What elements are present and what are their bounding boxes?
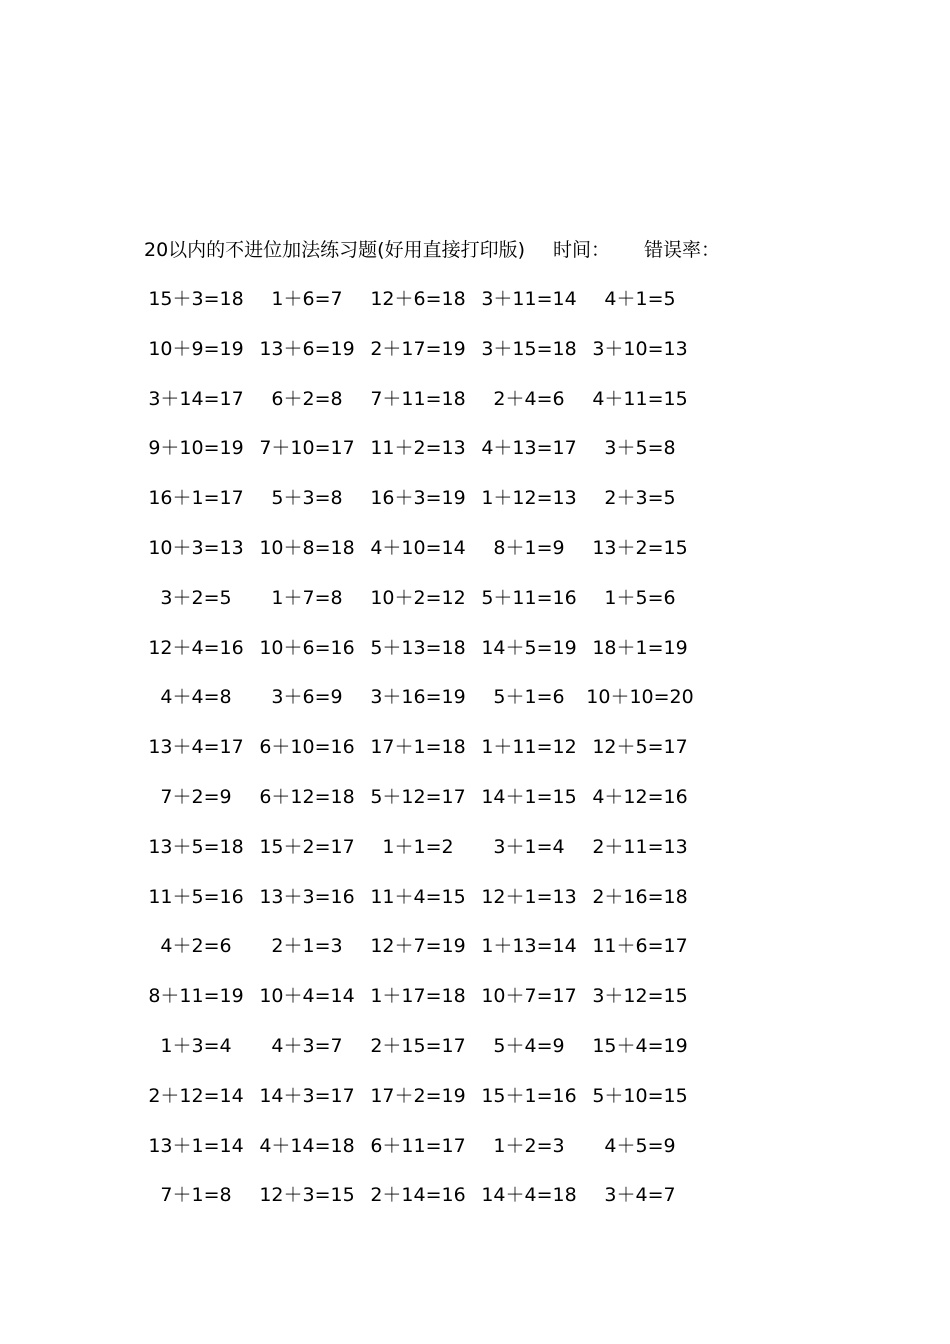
addition-problem: 3＋11=14 xyxy=(481,288,577,310)
addition-problem: 12＋6=18 xyxy=(370,288,466,310)
addition-problem: 14＋3=17 xyxy=(259,1084,355,1107)
worksheet-title: 20以内的不进位加法练习题(好用直接打印版) xyxy=(144,239,526,261)
addition-problem: 13＋2=15 xyxy=(592,536,688,559)
addition-problem: 15＋4=19 xyxy=(592,1034,688,1057)
addition-problem: 7＋1=8 xyxy=(160,1184,232,1207)
addition-problem: 16＋3=19 xyxy=(370,487,466,510)
addition-problem: 5＋11=16 xyxy=(481,586,577,609)
addition-problem: 9＋10=19 xyxy=(148,437,244,460)
addition-problem: 3＋2=5 xyxy=(160,586,232,609)
addition-problem: 1＋12=13 xyxy=(481,487,577,510)
addition-problem: 10＋9=19 xyxy=(148,337,244,360)
addition-problem: 3＋15=18 xyxy=(481,337,577,360)
addition-problem: 4＋5=9 xyxy=(604,1134,676,1157)
addition-problem: 10＋6=16 xyxy=(259,636,355,659)
addition-problem: 12＋3=15 xyxy=(259,1184,355,1207)
addition-problem: 8＋1=9 xyxy=(493,536,565,559)
addition-problem: 1＋13=14 xyxy=(481,935,577,958)
addition-problem: 3＋14=17 xyxy=(148,387,244,410)
addition-problem: 2＋16=18 xyxy=(592,885,688,908)
addition-problem: 8＋11=19 xyxy=(148,985,244,1008)
addition-problem: 1＋17=18 xyxy=(370,985,466,1008)
addition-problem: 16＋1=17 xyxy=(148,487,244,510)
addition-problem: 5＋13=18 xyxy=(370,636,466,659)
addition-problem: 2＋12=14 xyxy=(148,1084,244,1107)
problem-grid xyxy=(0,284,950,1230)
addition-problem: 3＋16=19 xyxy=(370,686,466,709)
addition-problem: 3＋6=9 xyxy=(271,686,343,709)
addition-problem: 2＋14=16 xyxy=(370,1184,466,1207)
addition-problem: 4＋10=14 xyxy=(370,536,466,559)
addition-problem: 10＋3=13 xyxy=(148,536,244,559)
addition-problem: 2＋4=6 xyxy=(493,387,565,410)
problem-row xyxy=(0,981,950,1031)
problem-row xyxy=(0,284,950,334)
problem-row xyxy=(0,583,950,633)
addition-problem: 14＋4=18 xyxy=(481,1184,577,1207)
addition-problem: 3＋1=4 xyxy=(493,835,565,858)
addition-problem: 11＋2=13 xyxy=(370,437,466,460)
problem-row xyxy=(0,1031,950,1081)
addition-problem: 1＋2=3 xyxy=(493,1134,565,1157)
addition-problem: 4＋2=6 xyxy=(160,935,232,958)
addition-problem: 11＋5=16 xyxy=(148,885,244,908)
addition-problem: 5＋3=8 xyxy=(271,487,343,510)
problem-row xyxy=(0,682,950,732)
addition-problem: 13＋3=16 xyxy=(259,885,355,908)
time-label: 时间： xyxy=(553,239,611,261)
problem-row xyxy=(0,384,950,434)
addition-problem: 15＋3=18 xyxy=(148,288,244,310)
addition-problem: 12＋5=17 xyxy=(592,736,688,759)
addition-problem: 3＋5=8 xyxy=(604,437,676,460)
problem-row xyxy=(0,1081,950,1131)
addition-problem: 7＋11=18 xyxy=(370,387,466,410)
addition-problem: 3＋12=15 xyxy=(592,985,688,1008)
problem-row xyxy=(0,882,950,932)
addition-problem: 5＋10=15 xyxy=(592,1084,688,1107)
addition-problem: 12＋1=13 xyxy=(481,885,577,908)
addition-problem: 12＋7=19 xyxy=(370,935,466,958)
addition-problem: 4＋11=15 xyxy=(592,387,688,410)
addition-problem: 4＋12=16 xyxy=(592,785,688,808)
addition-problem: 15＋1=16 xyxy=(481,1084,577,1107)
addition-problem: 1＋1=2 xyxy=(382,835,454,858)
addition-problem: 4＋14=18 xyxy=(259,1134,355,1157)
problem-row xyxy=(0,334,950,384)
addition-problem: 2＋15=17 xyxy=(370,1034,466,1057)
addition-problem: 18＋1=19 xyxy=(592,636,688,659)
addition-problem: 15＋2=17 xyxy=(259,835,355,858)
addition-problem: 4＋1=5 xyxy=(604,288,676,310)
problem-row xyxy=(0,633,950,683)
addition-problem: 2＋11=13 xyxy=(592,835,688,858)
addition-problem: 10＋2=12 xyxy=(370,586,466,609)
addition-problem: 13＋6=19 xyxy=(259,337,355,360)
addition-problem: 1＋11=12 xyxy=(481,736,577,759)
problem-row xyxy=(0,732,950,782)
addition-problem: 11＋4=15 xyxy=(370,885,466,908)
problem-row xyxy=(0,1131,950,1181)
addition-problem: 14＋1=15 xyxy=(481,785,577,808)
error-rate-label: 错误率： xyxy=(644,239,721,261)
addition-problem: 7＋10=17 xyxy=(259,437,355,460)
addition-problem: 13＋4=17 xyxy=(148,736,244,759)
addition-problem: 6＋12=18 xyxy=(259,785,355,808)
problem-row xyxy=(0,782,950,832)
addition-problem: 12＋4=16 xyxy=(148,636,244,659)
addition-problem: 13＋5=18 xyxy=(148,835,244,858)
addition-problem: 3＋10=13 xyxy=(592,337,688,360)
problem-row xyxy=(0,832,950,882)
addition-problem: 14＋5=19 xyxy=(481,636,577,659)
addition-problem: 2＋3=5 xyxy=(604,487,676,510)
problem-row xyxy=(0,1180,950,1230)
addition-problem: 3＋4=7 xyxy=(604,1184,676,1207)
addition-problem: 6＋11=17 xyxy=(370,1134,466,1157)
addition-problem: 10＋4=14 xyxy=(259,985,355,1008)
addition-problem: 1＋7=8 xyxy=(271,586,343,609)
addition-problem: 17＋2=19 xyxy=(370,1084,466,1107)
addition-problem: 10＋8=18 xyxy=(259,536,355,559)
problem-row xyxy=(0,483,950,533)
problem-row xyxy=(0,433,950,483)
addition-problem: 6＋10=16 xyxy=(259,736,355,759)
addition-problem: 13＋1=14 xyxy=(148,1134,244,1157)
addition-problem: 6＋2=8 xyxy=(271,387,343,410)
addition-problem: 5＋1=6 xyxy=(493,686,565,709)
addition-problem: 10＋10=20 xyxy=(586,686,694,709)
addition-problem: 17＋1=18 xyxy=(370,736,466,759)
addition-problem: 2＋17=19 xyxy=(370,337,466,360)
addition-problem: 7＋2=9 xyxy=(160,785,232,808)
addition-problem: 4＋3=7 xyxy=(271,1034,343,1057)
addition-problem: 11＋6=17 xyxy=(592,935,688,958)
problem-row xyxy=(0,533,950,583)
addition-problem: 4＋4=8 xyxy=(160,686,232,709)
addition-problem: 5＋12=17 xyxy=(370,785,466,808)
addition-problem: 4＋13=17 xyxy=(481,437,577,460)
addition-problem: 5＋4=9 xyxy=(493,1034,565,1057)
problem-row xyxy=(0,931,950,981)
addition-problem: 10＋7=17 xyxy=(481,985,577,1008)
addition-problem: 1＋5=6 xyxy=(604,586,676,609)
addition-problem: 1＋6=7 xyxy=(271,288,343,310)
addition-problem: 2＋1=3 xyxy=(271,935,343,958)
addition-problem: 1＋3=4 xyxy=(160,1034,232,1057)
